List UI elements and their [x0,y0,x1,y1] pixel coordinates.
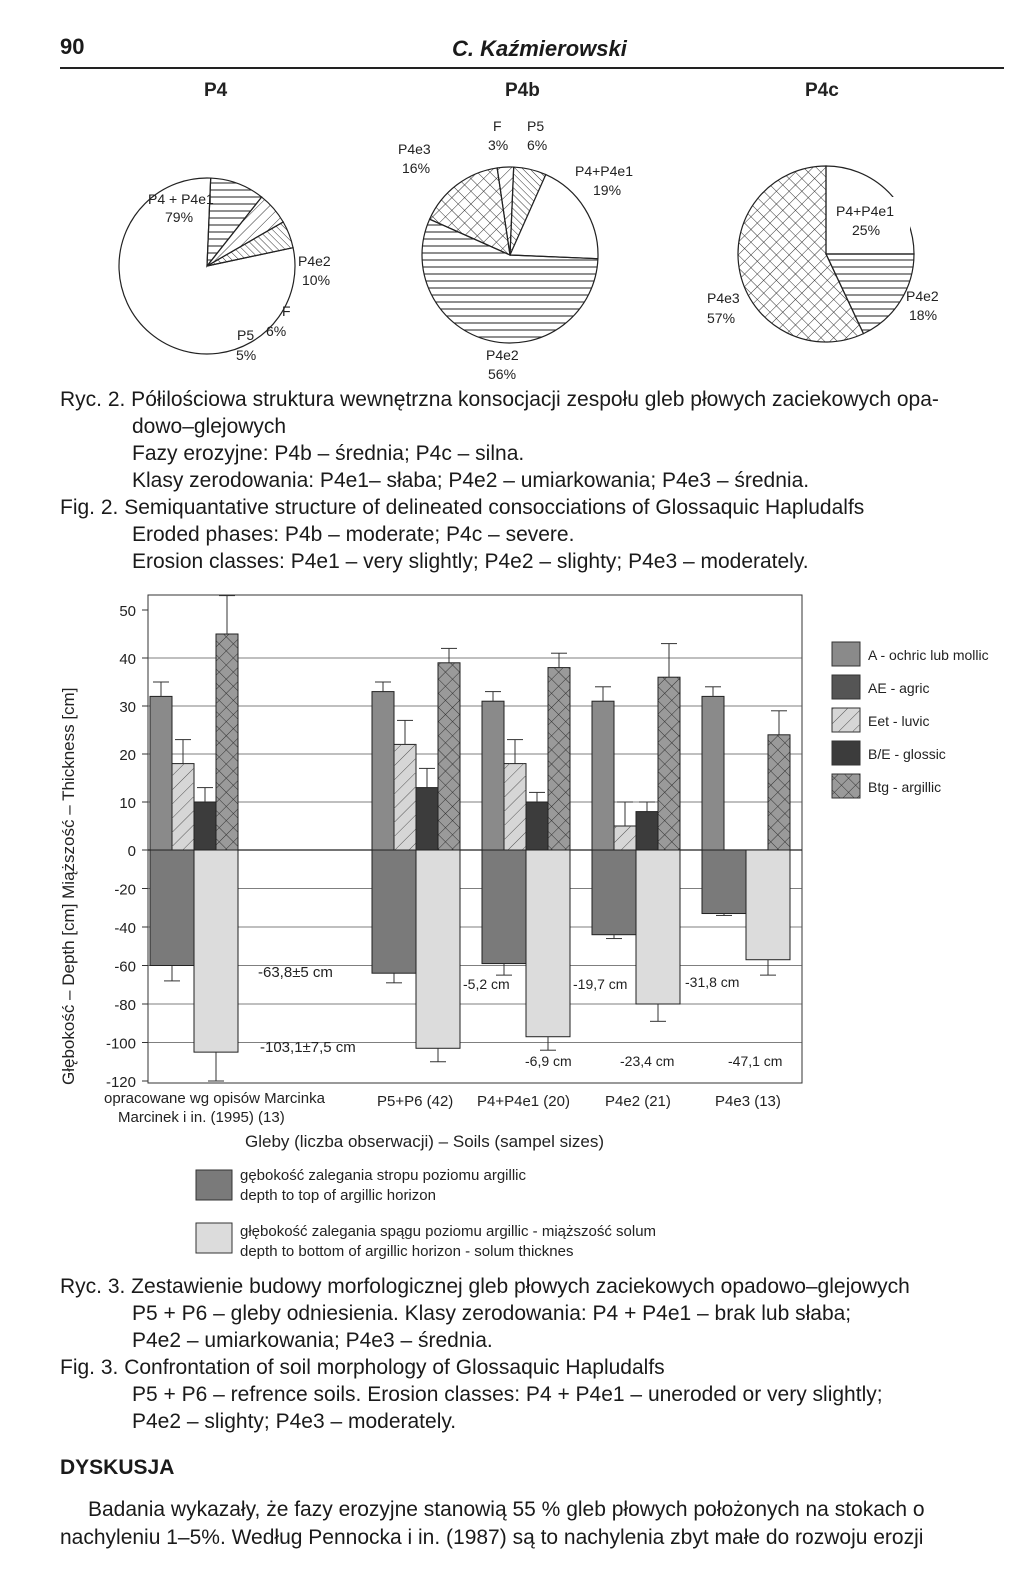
caption-line: Ryc. 2. Półilościowa struktura wewnętrzna konsocjacji zespołu gleb płowych zaciekowych opa- [60,388,939,411]
discussion-paragraph [60,1496,1020,1552]
x-tick-label-line: Marcinek i in. (1995) (13) [118,1109,285,1126]
y-tick-label: 10 [119,795,136,812]
pie-p4b-pct: 19% [593,182,622,198]
depth-top-bar [372,850,416,973]
pie-p4c-pct: 18% [909,307,938,323]
depth-bottom-bar [194,850,238,1052]
caption-line: Eroded phases: P4b – moderate; P4c – severe. [132,523,575,546]
y-tick-label: -80 [114,997,136,1014]
depth-bottom-bar [416,850,460,1048]
bar-marks [150,596,790,1081]
legend-label: AE - agric [868,680,930,696]
y-tick-label: -120 [105,1074,136,1091]
pie-p4-pct: 6% [266,323,287,339]
thickness-bar [372,692,394,850]
caption-line: dowo–glejowych [132,415,287,438]
caption-line: Klasy zerodowania: P4e1– słaba; P4e2 – umiarkowania; P4e3 – średnia. [132,469,810,492]
thickness-bar [194,802,216,850]
page-number: 90 [60,34,85,59]
depth-top-bar [482,850,526,964]
legend-label: depth to bottom of argillic horizon - solum thicknes [240,1243,574,1260]
thickness-bar [592,701,614,850]
pie-p4c-title: P4c [805,80,839,101]
pie-p4-pct: 79% [165,209,194,225]
depth-bottom-bar [636,850,680,1004]
x-tick-label: P5+P6 (42) [377,1093,454,1110]
legend-label: Btg - argillic [868,779,942,795]
pie-p4-title: P4 [204,80,228,101]
depth-top-bar [592,850,636,935]
figure-3-bar-chart [0,580,1024,1270]
pie-p4b-pct: 6% [527,137,548,153]
pie-p4b-label: F [493,118,502,134]
legend-swatch [832,774,860,798]
x-tick-label: P4e2 (21) [605,1093,671,1110]
horizon-legend [832,642,989,798]
pie-p4c-label: P4e2 [906,288,939,304]
depth-label: -6,9 cm [525,1053,572,1069]
paragraph-line: nachyleniu 1–5%. Według Pennocka i in. (1987) są to nachylenia zbyt małe do rozwoju erozji [60,1526,924,1549]
y-tick-label: 30 [119,699,136,716]
thickness-bar [768,735,790,850]
caption-line: P5 + P6 – gleby odniesienia. Klasy zerodowania: P4 + P4e1 – brak lub słaba; [132,1302,852,1325]
legend-label: gębokość zalegania stropu poziomu argillic [240,1167,526,1184]
y-tick-label: -100 [105,1035,136,1053]
depth-top-bar [702,850,746,914]
x-axis-label: Gleby (liczba obserwacji) – Soils (sampel sizes) [245,1132,605,1151]
pie-p4c-pct: 25% [852,222,881,238]
depth-label: -63,8±5 cm [258,964,333,981]
x-tick-label-line: opracowane wg opisów Marcinka [104,1090,325,1107]
x-tick-label [104,1090,329,1126]
thickness-bar [636,812,658,850]
pie-p4-label: F [282,303,291,319]
pie-p4c-label: P4+P4e1 [836,203,894,219]
thickness-bar [416,788,438,850]
pie-p4b-label: P4e3 [398,141,431,157]
depth-label: -103,1±7,5 cm [260,1039,356,1056]
thickness-bar [526,802,548,850]
legend-label: depth to top of argillic horizon [240,1187,436,1204]
pie-p4-label: P4e2 [298,253,331,269]
caption-line: Fig. 2. Semiquantative structure of delineated consocciations of Glossaquic Hapludalfs [60,496,865,519]
pie-p4b-pct: 56% [488,366,517,382]
pie-p4-label: P4 + P4e1 [148,191,214,207]
pie-p4b-label: P4e2 [486,347,519,363]
thickness-bar [548,668,570,850]
x-tick-label: P4+P4e1 (20) [477,1093,570,1110]
pie-p4b-label: P5 [527,118,545,134]
pie-p4b-pct: 3% [488,137,509,153]
pie-p4b-pct: 16% [402,160,431,176]
caption-line: P4e2 – slighty; P4e3 – moderately. [132,1410,457,1433]
thickness-bar-hatch [614,826,636,850]
y-tick-label: 50 [119,603,136,620]
y-tick-label: 20 [119,747,136,764]
header-rule [60,67,1004,69]
caption-line: P5 + P6 – refrence soils. Erosion classes: P4 + P4e1 – uneroded or very slightly; [132,1383,883,1406]
pie-p4b-title: P4b [505,80,540,101]
y-tick-label: 40 [119,651,136,668]
depth-label: -47,1 cm [728,1053,783,1069]
caption-line: Erosion classes: P4e1 – very slightly; P4e2 – slighty; P4e3 – moderately. [132,550,809,573]
caption-line: P4e2 – umiarkowania; P4e3 – średnia. [132,1329,493,1352]
thickness-bar-hatch [394,744,416,850]
pie-p4c-label: P4e3 [707,290,740,306]
figure-2-pie-charts [0,70,1024,385]
pie-p4b-label: P4+P4e1 [575,163,633,179]
depth-top-bar [150,850,194,966]
depth-label: -31,8 cm [685,974,740,990]
section-heading: DYSKUSJA [60,1456,175,1479]
legend-label: głębokość zalegania spągu poziomu argillic - miąższość solum [240,1223,657,1240]
legend-swatch [832,642,860,666]
legend-swatch [832,675,860,699]
y-tick-label: 0 [127,843,136,860]
pie-p4c-pct: 57% [707,310,736,326]
legend-label: Eet - luvic [868,713,930,729]
legend-swatch-hatch [832,708,860,732]
thickness-bar-hatch [172,764,194,850]
depth-label: -5,2 cm [463,976,510,992]
caption-line: Ryc. 3. Zestawienie budowy morfologicznej gleb płowych zaciekowych opadowo–glejowych [60,1275,910,1298]
legend-swatch-depth-top [196,1170,232,1200]
running-header-author: C. Kaźmierowski [452,36,627,61]
thickness-bar [438,663,460,850]
thickness-bar [150,696,172,850]
thickness-bar-hatch [504,764,526,850]
y-tick-label: -60 [114,958,136,976]
legend-swatch-depth-bottom [196,1223,232,1253]
thickness-bar [482,701,504,850]
y-axis-label: Głębokość – Depth [cm] Miąższość – Thickness [cm] [59,687,78,1085]
legend-swatch [832,741,860,765]
figure-3-caption [60,1273,1020,1435]
y-tick-label: -20 [114,881,136,899]
thickness-bar [216,634,238,850]
y-tick-label: -40 [114,920,136,937]
legend-label: B/E - glossic [868,746,946,762]
caption-line: Fig. 3. Confrontation of soil morphology of Glossaquic Hapludalfs [60,1356,665,1379]
pie-p4-pct: 10% [302,272,331,288]
depth-label: -23,4 cm [620,1053,675,1069]
pie-p4-pct: 5% [236,347,257,363]
legend-label: A - ochric lub mollic [868,647,989,663]
pie-p4b [422,167,598,343]
y-ticks [106,603,148,1091]
caption-line: Fazy erozyjne: P4b – średnia; P4c – silna. [132,442,525,465]
depth-label: -19,7 cm [573,976,628,992]
x-tick-label: P4e3 (13) [715,1093,781,1110]
depth-bottom-bar [746,850,790,960]
figure-2-caption [60,386,1020,575]
pie-p4c [738,166,914,342]
paragraph-line: Badania wykazały, że fazy erozyjne stanowią 55 % gleb płowych położonych na stokach o [88,1498,925,1521]
thickness-bar [702,696,724,850]
depth-bottom-bar [526,850,570,1037]
thickness-bar [658,677,680,850]
pie-p4-label: P5 [237,327,255,343]
